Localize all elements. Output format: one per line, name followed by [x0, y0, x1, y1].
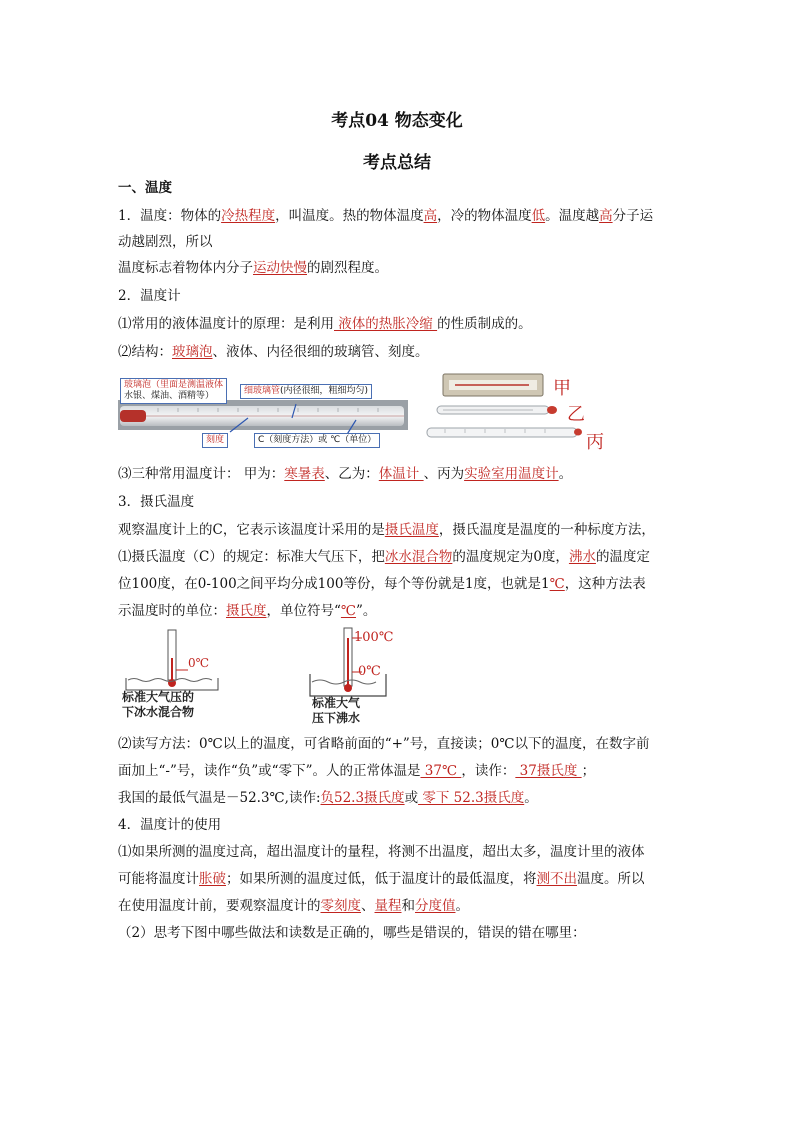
label: (内径很细，粗细均匀) [280, 386, 369, 396]
paragraph-9 [118, 574, 688, 594]
label-yi: 乙 [567, 404, 585, 425]
paragraph-10 [118, 601, 688, 621]
text: 的温度规定为0度， [452, 549, 569, 565]
paragraph-13 [118, 788, 688, 808]
text: ⑴摄氏温度（C）的规定：标准大气压下，把 [118, 549, 385, 565]
paragraph-16 [118, 869, 688, 889]
text: 、乙为： [324, 466, 379, 482]
answer: 寒暑表 [284, 466, 325, 482]
label: 玻璃泡（里面是 [124, 380, 188, 390]
zero-label-a: 0℃ [188, 656, 210, 670]
answer: ℃ [340, 603, 357, 619]
answer: 沸水 [568, 549, 596, 565]
three-thermometers-figure [425, 372, 615, 454]
text: 温度标志着物体内分子 [118, 260, 253, 276]
paragraph-1 [118, 206, 688, 226]
answer: 测不出 [536, 871, 577, 887]
answer: ℃ [549, 576, 565, 592]
subheading-2: 2．温度计 [118, 288, 181, 304]
text: 。 [558, 466, 573, 482]
text: ，读作： [461, 763, 516, 779]
hundred-label-b: 100℃ [354, 630, 394, 645]
label-bing: 丙 [586, 432, 604, 453]
thermometer-structure-figure [118, 372, 408, 452]
answer: 37℃ [420, 763, 462, 779]
paragraph-12 [118, 761, 688, 781]
paragraph-4 [118, 342, 688, 362]
text: 的温度定 [595, 549, 650, 565]
text: 观察温度计上的C，它表示该温度计采用的是 [118, 522, 385, 538]
text: 。温度越 [545, 208, 600, 224]
answer: 零下 52.3摄氏度 [418, 790, 525, 806]
label: 细玻璃管 [244, 386, 281, 396]
boil-caption-1: 标准大气 [312, 696, 361, 710]
unit-callout: C（刻度方法）或 ℃（单位） [254, 433, 380, 448]
text: 、 [361, 898, 375, 914]
text: 可能将温度计 [118, 871, 199, 887]
answer: 负52.3摄氏度 [320, 790, 405, 806]
text: 我国的最低气温是－52.3℃,读作: [118, 790, 321, 806]
boil-caption-2: 压下沸水 [312, 711, 361, 725]
ice-water-figure [118, 628, 238, 722]
text: 在使用温度计前，要观察温度计的 [118, 898, 321, 914]
label: 测温液体 [187, 380, 224, 390]
page-subtitle: 考点总结 [363, 153, 431, 173]
text: ，叫温度。热的物体温度 [275, 208, 424, 224]
paragraph-1-end [118, 258, 688, 278]
answer: 体温计 [378, 466, 424, 482]
paragraph-11: ⑵读写方法：0℃以上的温度，可省略前面的“+”号，直接读；0℃以下的温度，在数字前 [118, 736, 650, 752]
page-title: 考点04 物态变化 [331, 111, 463, 131]
text: 、丙为 [423, 466, 465, 482]
answer: 玻璃泡 [172, 344, 213, 360]
answer: 高 [599, 208, 613, 224]
text: ，冷的物体温度 [437, 208, 532, 224]
answer: 37摄氏度 [515, 763, 582, 779]
answer: 摄氏度 [226, 603, 267, 619]
label: 水银、煤油、酒精等） [124, 391, 215, 401]
answer: 高 [423, 208, 438, 224]
text: 位100度，在0-100之间平均分成100等份，每个等份就是1度，也就是1 [118, 576, 550, 592]
text: 的性质制成的。 [437, 316, 532, 332]
paragraph-15: ⑴如果所测的温度过高，超出温度计的量程，将测不出温度，超出太多，温度计里的液体 [118, 844, 645, 860]
text: 1．温度：物体的 [118, 208, 222, 224]
answer: 量程 [374, 898, 402, 914]
text: 或 [404, 790, 419, 806]
ice-caption-2: 下冰水混合物 [122, 705, 195, 719]
tube-callout [240, 384, 372, 399]
answer: 零刻度 [320, 898, 361, 914]
text: 。 [524, 790, 538, 806]
text: ；如果所测的温度过低，低于温度计的最低温度，将 [226, 871, 537, 887]
text: ； [581, 763, 596, 779]
text: 温度。所以 [577, 871, 645, 887]
subheading-4: 4．温度计的使用 [118, 817, 222, 833]
paragraph-7 [118, 520, 688, 540]
text: 、液体、内径很细的玻璃管、刻度。 [212, 344, 429, 360]
answer: 运动快慢 [253, 260, 307, 276]
scale-callout: 刻度 [202, 433, 228, 448]
answer: 实验室用温度计 [464, 466, 559, 482]
zero-label-b: 0℃ [358, 664, 381, 679]
paragraph-17 [118, 896, 688, 916]
answer: 分度值 [415, 898, 456, 914]
section-heading: 一、温度 [118, 180, 172, 196]
text: 分子运 [612, 208, 654, 224]
answer: 摄氏温度 [384, 522, 439, 538]
label-jia: 甲 [553, 378, 571, 399]
text: 面加上“-”号，读作“负”或“零下”。人的正常体温是 [118, 763, 421, 779]
text: ，单位符号“ [266, 603, 341, 619]
paragraph-1-cont: 动越剧烈，所以 [118, 234, 213, 250]
answer: 低 [531, 208, 546, 224]
text: 的剧烈程度。 [307, 260, 388, 276]
subheading-3: 3．摄氏温度 [118, 494, 195, 510]
answer: 冷热程度 [221, 208, 276, 224]
paragraph-8 [118, 547, 688, 567]
ice-caption-1: 标准大气压的 [122, 690, 195, 704]
answer: 液体的热胀冷缩 [334, 316, 438, 332]
text: 和 [401, 898, 415, 914]
text: ⑴常用的液体温度计的原理：是利用 [118, 316, 334, 332]
answer: 冰水混合物 [384, 549, 453, 565]
text: 示温度时的单位： [118, 603, 226, 619]
bulb-callout [120, 378, 227, 404]
text: ，这种方法表 [564, 576, 646, 592]
text: ，摄氏温度是温度的一种标度方法， [438, 522, 655, 538]
boiling-water-figure [306, 624, 426, 726]
paragraph-18: （2）思考下图中哪些做法和读数是正确的，哪些是错误的，错误的错在哪里： [118, 925, 586, 941]
paragraph-3 [118, 314, 688, 334]
text: ⑵结构： [118, 344, 172, 360]
text: ”。 [356, 603, 377, 619]
paragraph-5 [118, 464, 688, 484]
text: ⑶三种常用温度计： 甲为： [118, 466, 285, 482]
answer: 胀破 [199, 871, 226, 887]
text: 。 [455, 898, 469, 914]
